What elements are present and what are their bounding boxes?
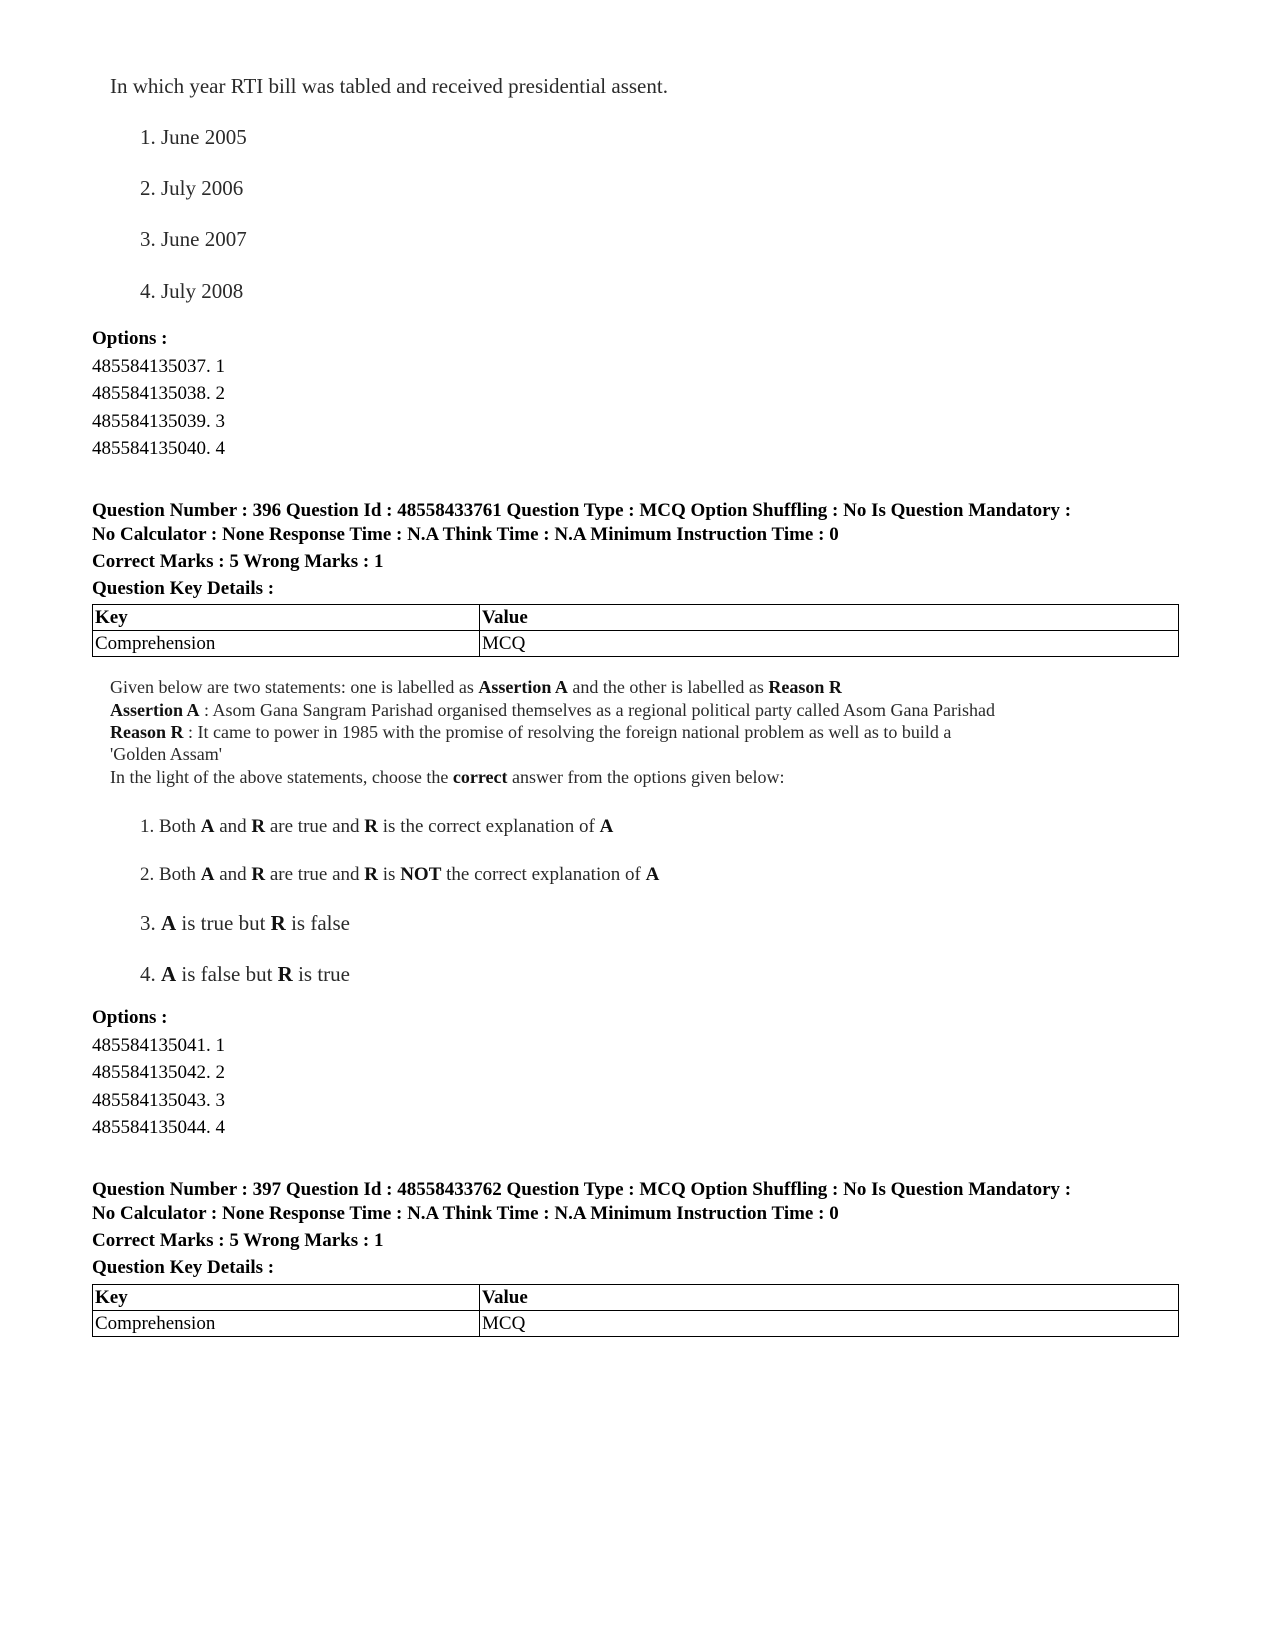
question-395-choice-1: 1. June 2005: [140, 125, 247, 149]
table-header-key: Key: [93, 1285, 480, 1311]
option-id-row: 485584135039. 3: [92, 411, 225, 432]
question-396-choice-4: 4. A is false but R is true: [140, 962, 350, 986]
option-id-row: 485584135042. 2: [92, 1062, 225, 1083]
question-397-meta-line1: Question Number : 397 Question Id : 48558433762 Question Type : MCQ Option Shuffling : No Is Question Mandatory :: [92, 1179, 1072, 1200]
question-396-meta-line2: No Calculator : None Response Time : N.A Think Time : N.A Minimum Instruction Time : 0: [92, 524, 839, 545]
option-id-row: 485584135043. 3: [92, 1090, 225, 1111]
option-id-row: 485584135038. 2: [92, 383, 225, 404]
table-header-row: [93, 605, 1179, 631]
question-396-choice-3: 3. A is true but R is false: [140, 911, 350, 935]
question-396-intro: Given below are two statements: one is labelled as Assertion A and the other is labelled as Reason R: [110, 677, 842, 697]
table-cell-value: MCQ: [480, 1311, 1179, 1337]
question-396-choice-1: 1. Both A and R are true and R is the correct explanation of A: [140, 816, 614, 837]
question-396-key-details-heading: Question Key Details :: [92, 578, 275, 599]
table-header-value: Value: [480, 605, 1179, 631]
table-cell-value: MCQ: [480, 631, 1179, 657]
table-header-value: Value: [480, 1285, 1179, 1311]
question-396-reason-continued: 'Golden Assam': [110, 744, 222, 764]
question-396-reason: Reason R : It came to power in 1985 with the promise of resolving the foreign national problem as well as to build a: [110, 722, 952, 742]
table-header-row: [93, 1285, 1179, 1311]
question-397-marks: Correct Marks : 5 Wrong Marks : 1: [92, 1230, 384, 1251]
question-396-meta-line1: Question Number : 396 Question Id : 48558433761 Question Type : MCQ Option Shuffling : No Is Question Mandatory :: [92, 500, 1072, 521]
question-395-choice-4: 4. July 2008: [140, 279, 244, 303]
options-heading: Options :: [92, 1007, 168, 1028]
question-395-stem: In which year RTI bill was tabled and received presidential assent.: [110, 74, 668, 98]
option-id-row: 485584135037. 1: [92, 356, 225, 377]
question-395-choice-2: 2. July 2006: [140, 176, 244, 200]
table-row: [93, 1311, 1179, 1337]
table-cell-key: Comprehension: [93, 1311, 480, 1337]
table-header-key: Key: [93, 605, 480, 631]
question-397-meta: [92, 1178, 1212, 1226]
question-397-key-details-heading: Question Key Details :: [92, 1257, 275, 1278]
question-397-key-table: [92, 1284, 1179, 1337]
option-id-row: 485584135040. 4: [92, 438, 225, 459]
question-396-marks: Correct Marks : 5 Wrong Marks : 1: [92, 551, 384, 572]
question-396-instruction: In the light of the above statements, choose the correct answer from the options given below:: [110, 767, 785, 787]
option-id-row: 485584135044. 4: [92, 1117, 225, 1138]
question-396-key-table: [92, 604, 1179, 657]
question-396-meta: [92, 499, 1212, 547]
options-heading: Options :: [92, 328, 168, 349]
question-396-choice-2: 2. Both A and R are true and R is NOT the correct explanation of A: [140, 864, 660, 885]
table-cell-key: Comprehension: [93, 631, 480, 657]
question-395-choice-3: 3. June 2007: [140, 227, 247, 251]
table-row: [93, 631, 1179, 657]
option-id-row: 485584135041. 1: [92, 1035, 225, 1056]
question-396-assertion: Assertion A : Asom Gana Sangram Parishad organised themselves as a regional political party called Asom Gana Parishad: [110, 700, 995, 720]
question-397-meta-line2: No Calculator : None Response Time : N.A Think Time : N.A Minimum Instruction Time : 0: [92, 1203, 839, 1224]
